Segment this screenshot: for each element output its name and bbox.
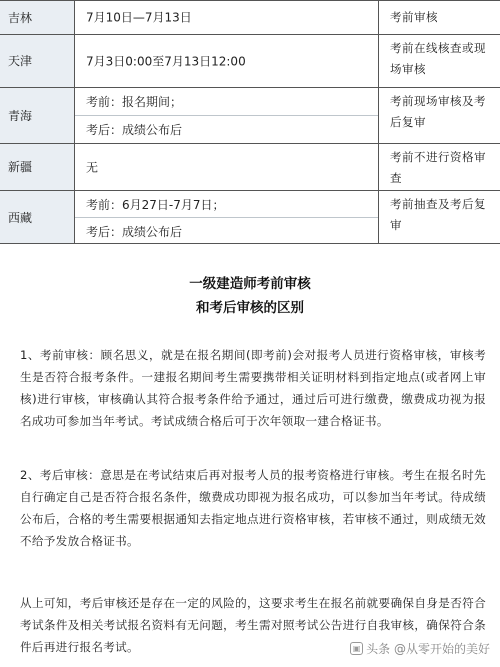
method-cell: 考前抽查及考后复审 [390,197,486,232]
region-cell: 青海 [0,87,74,143]
time-cell [74,87,378,143]
method-cell: 考前不进行资格审查 [390,150,486,185]
time-text: 考后：成绩公布后 [86,225,183,239]
region-cell: 西藏 [0,190,74,244]
time-text: 无 [86,160,99,174]
paragraph-post-exam-review: 2、考后审核：意思是在考试结束后再对报考人员的报考资格进行审核。考生在报名时先自行确定自己是否符合报名条件，缴费成功即视为报名成功，可以参加当年考试。待成绩公布后，合格的考生需要根据通知去指定地点进行资格审核，若审核不通过，则成绩无效不给予发放合格证书。 [20,468,486,548]
region-cell: 天津 [0,34,74,87]
time-text: 考前：报名期间； [86,95,183,109]
table-row [0,190,500,244]
table-border [0,243,500,244]
paragraph-pre-exam-review: 1、考前审核：顾名思义，就是在报名期间(即考前)会对报考人员进行资格审核，审核考生是否符合报考条件。一建报名期间考生需要携带相关证明材料到指定地点(或者网上审核)进行审核，审核确认其符合报考条件给予通过，通过后可进行缴费，缴费成功视为报名成功可参加当年考试。考试成绩合格后可于次年领取一建合格证书。 [20,348,486,428]
region-cell: 新疆 [0,143,74,190]
toutiao-logo-icon: ▣ [350,642,363,655]
time-text: 考后：成绩公布后 [86,123,183,137]
method-cell: 考前在线核查或现场审核 [390,41,486,76]
table-border [0,0,500,1]
table-border [0,34,500,35]
table-border [378,0,379,244]
time-text: 7月10日—7月13日 [86,10,192,25]
table-border [0,143,500,144]
time-text: 7月3日0:00至7月13日12:00 [86,54,246,68]
cell-divider [74,115,378,116]
table-row [0,0,500,34]
watermark-text: 头条 @从零开始的美好 [366,642,490,656]
table-row [0,87,500,143]
table-row [0,143,500,190]
table-border [0,87,500,88]
paragraph-conclusion: 从上可知，考后审核还是存在一定的风险的，这要求考生在报名前就要确保自身是否符合考试条件及相关考试报名资料有无问题，考生需对照考试公告进行自我审核，确保符合条件后再进行报名考试。 [20,596,486,654]
watermark [350,640,490,657]
table-row [0,34,500,87]
cell-divider [74,217,378,218]
time-cell [74,34,378,87]
table-border [74,0,75,244]
region-cell: 吉林 [0,0,74,34]
article-heading: 一级建造师考前审核 [189,276,311,292]
review-schedule-table [0,0,500,244]
time-cell [74,143,378,190]
table-border [0,190,500,191]
article-heading: 和考后审核的区别 [196,300,304,316]
time-cell [74,190,378,244]
time-text: 考前：6月27日-7月7日； [86,198,225,212]
method-cell: 考前现场审核及考后复审 [390,94,486,129]
time-cell [74,0,378,34]
method-cell: 考前审核 [390,9,438,24]
